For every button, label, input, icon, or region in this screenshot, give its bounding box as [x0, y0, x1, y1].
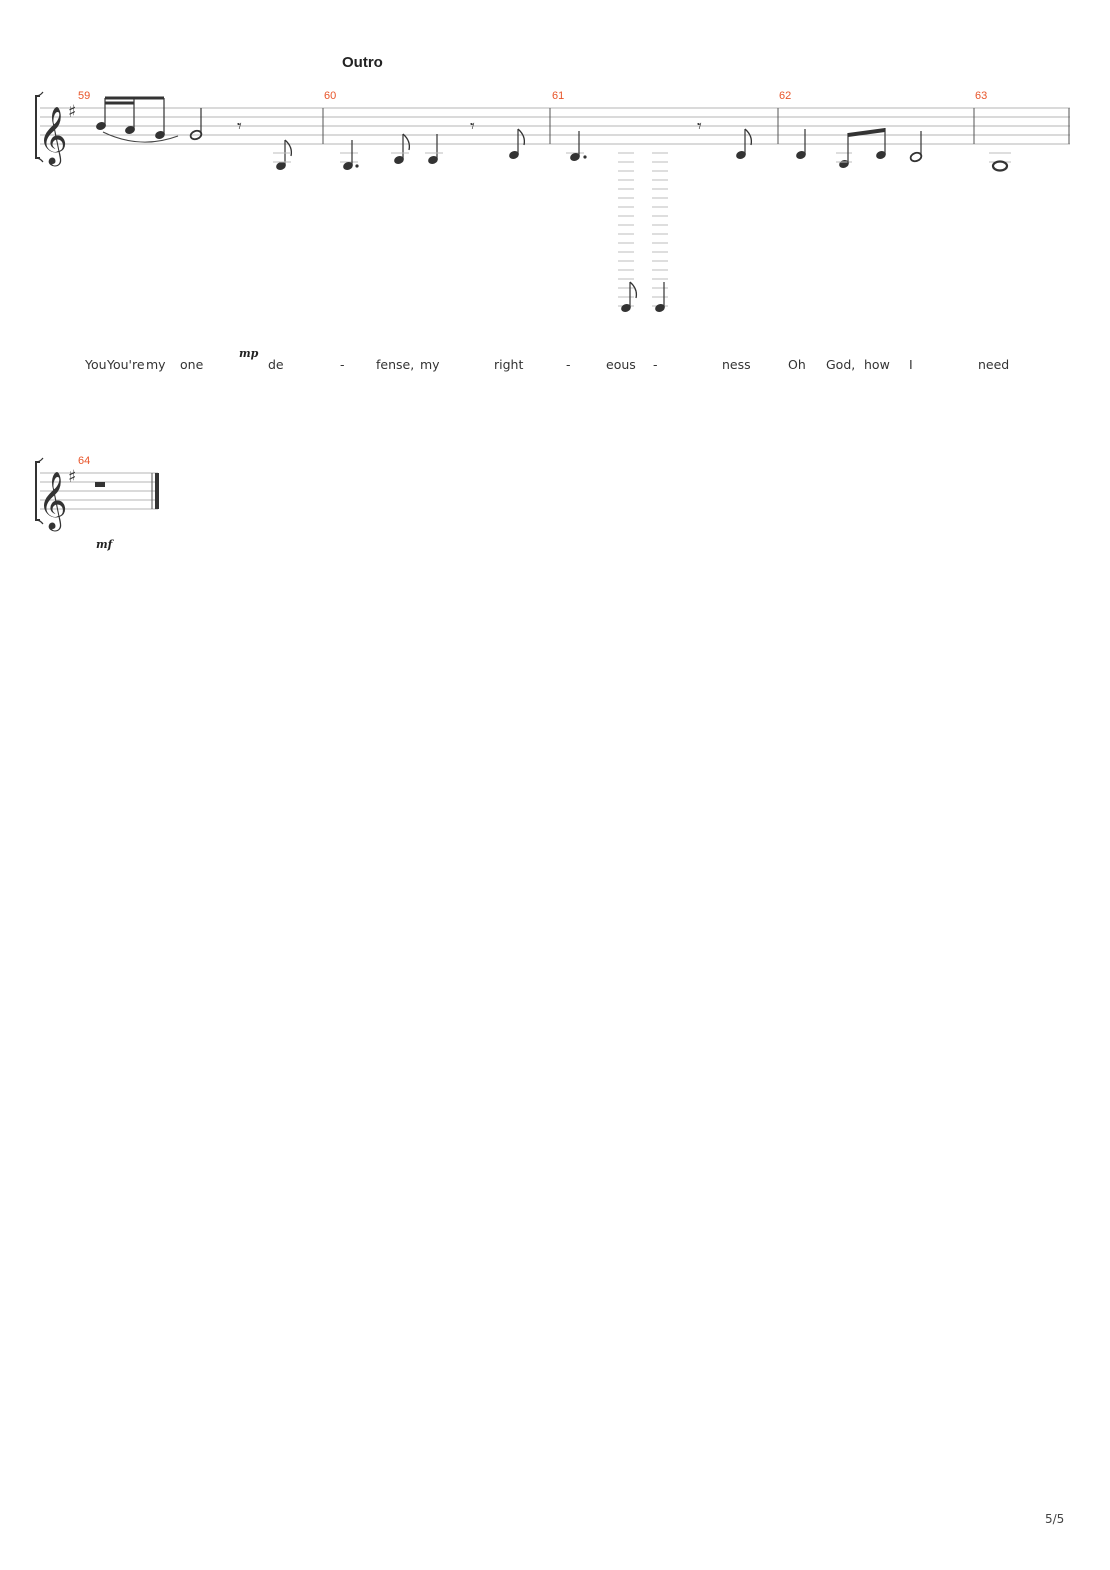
section-label-outro: Outro	[342, 54, 383, 71]
lyric-syllable: how	[864, 357, 890, 372]
lyric-hyphen: -	[340, 357, 345, 372]
page-number: 5/5	[1045, 1512, 1065, 1526]
lyrics-line	[84, 357, 1009, 372]
lyric-syllable: my	[146, 357, 166, 372]
whole-note	[993, 162, 1007, 171]
lyric-syllable: de	[268, 357, 284, 372]
treble-clef-icon: 𝄞	[38, 106, 68, 164]
lyric-hyphen: -	[566, 357, 571, 372]
measure-61	[566, 116, 751, 313]
lyric-syllable: need	[978, 357, 1010, 372]
measure-number: 64	[78, 455, 91, 467]
measure-number: 63	[975, 90, 988, 102]
dynamic-marking: mf	[96, 538, 113, 551]
lyric-syllable: You're	[107, 357, 145, 372]
dynamic-marking: mp	[239, 347, 259, 360]
eighth-rest: 𝄾	[470, 116, 475, 137]
lyric-syllable: eous	[606, 357, 636, 372]
eighth-rest: 𝄾	[697, 116, 702, 137]
half-rest	[95, 482, 105, 487]
lyric-syllable: my	[420, 357, 440, 372]
lyric-syllable: ness	[722, 357, 751, 372]
lyric-syllable: I	[909, 357, 913, 372]
lyric-syllable: right	[494, 357, 524, 372]
lyric-syllable: You	[85, 357, 107, 372]
final-barline	[155, 473, 159, 509]
measure-62	[795, 128, 923, 169]
measure-number: 62	[779, 90, 792, 102]
measure-63	[989, 153, 1011, 171]
eighth-rest: 𝄾	[237, 116, 242, 137]
measure-number: 61	[552, 90, 565, 102]
ledger-stack	[652, 153, 668, 306]
treble-clef-icon: 𝄞	[38, 471, 68, 529]
key-signature-sharp: ♯	[68, 467, 77, 487]
lyric-syllable: one	[180, 357, 204, 372]
lyric-hyphen: -	[653, 357, 658, 372]
lyric-syllable: fense,	[376, 357, 415, 372]
staff-system-2	[36, 455, 159, 551]
lyric-syllable: God,	[826, 357, 856, 372]
measure-number: 59	[78, 90, 91, 102]
key-signature-sharp: ♯	[68, 102, 77, 122]
lyric-syllable: Oh	[788, 357, 806, 372]
staff-system-1	[36, 90, 1070, 372]
measure-number: 60	[324, 90, 337, 102]
